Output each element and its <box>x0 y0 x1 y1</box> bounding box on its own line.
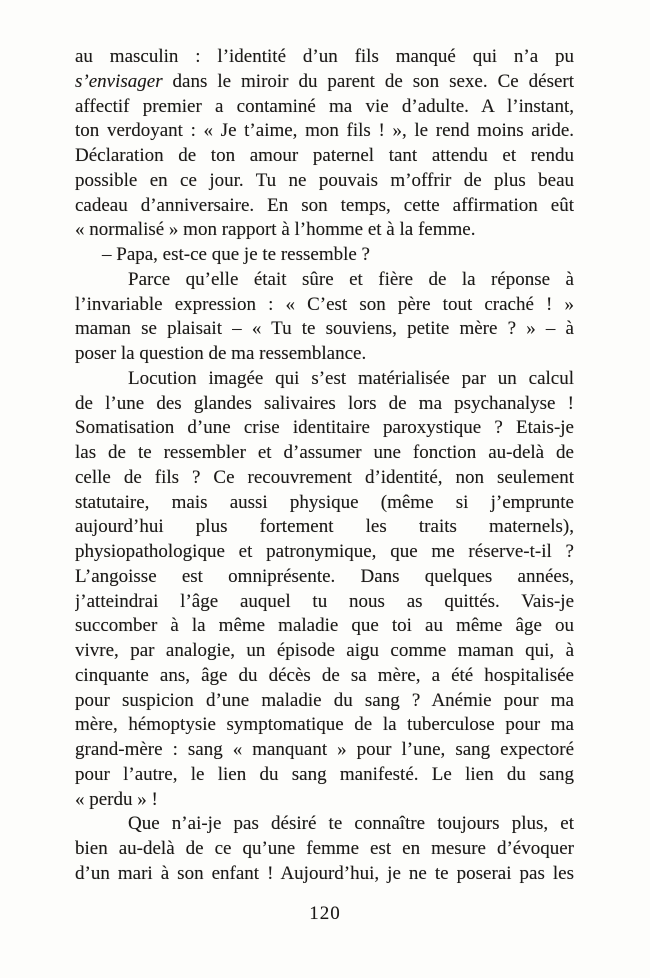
body-text: possible en ce jour. Tu ne pouvais m’offrir de plus beau <box>75 169 574 191</box>
body-text: pour suspicion d’une maladie du sang ? Anémie pour ma <box>75 689 574 711</box>
text-line <box>75 416 574 441</box>
body-text: cadeau d’anniversaire. En son temps, cette affirmation eût <box>75 194 574 216</box>
body-text: cinquante ans, âge du décès de sa mère, a été hospitalisée <box>75 664 574 686</box>
text-line <box>75 70 574 95</box>
text-block <box>75 45 574 887</box>
page-number: 120 <box>309 903 341 924</box>
italic-text: s’envisager <box>75 70 163 92</box>
body-text: l’invariable expression : « C’est son père tout craché ! » <box>75 293 574 315</box>
body-text: vivre, par analogie, un épisode aigu comme maman qui, à <box>75 640 574 661</box>
text-line <box>75 639 574 664</box>
text-line <box>75 95 574 120</box>
body-text: ton verdoyant : « Je t’aime, mon fils ! », le rend moins aride. <box>75 120 574 142</box>
text-line <box>75 713 574 738</box>
body-text: aujourd’hui plus fortement les traits maternels), <box>75 516 574 538</box>
text-line <box>75 293 574 318</box>
text-line <box>75 194 574 219</box>
body-text: Parce qu’elle était sûre et fière de la réponse à <box>128 268 574 290</box>
text-line <box>75 862 574 887</box>
body-text: dans le miroir du parent de son sexe. Ce désert <box>162 70 574 92</box>
body-text: Que n’ai-je pas désiré te connaître toujours plus, et <box>128 813 574 835</box>
body-text: d’un mari à son enfant ! Aujourd’hui, je ne te poserai pas les <box>75 862 574 884</box>
text-line <box>75 317 574 342</box>
body-text: celle de fils ? Ce recouvrement d’identité, non seulement <box>75 466 574 488</box>
text-line <box>75 664 574 689</box>
body-text: Locution imagée qui s’est matérialisée par un calcul <box>128 367 574 389</box>
text-line <box>75 441 574 466</box>
text-line <box>75 812 574 837</box>
text-line <box>75 590 574 615</box>
text-line <box>75 491 574 516</box>
text-line <box>75 367 574 392</box>
body-text: physiopathologique et patronymique, que me réserve-t-il ? <box>75 541 574 562</box>
body-text: L’angoisse est omniprésente. Dans quelques années, <box>75 565 574 587</box>
text-line <box>75 466 574 491</box>
text-line <box>75 169 574 194</box>
body-text: bien au-delà de ce qu’une femme est en mesure d’évoquer <box>75 838 574 859</box>
body-text: au masculin : l’identité d’un fils manqué qui n’a pu <box>75 46 574 67</box>
text-line <box>75 243 574 268</box>
text-line <box>75 837 574 862</box>
text-line <box>75 515 574 540</box>
body-text: poser la question de ma ressemblance. <box>75 343 367 364</box>
body-text: – Papa, est-ce que je te ressemble ? <box>102 244 370 265</box>
text-line <box>75 788 574 813</box>
text-line <box>75 342 574 367</box>
text-line <box>75 540 574 565</box>
body-text: « perdu » ! <box>75 788 158 810</box>
body-text: j’atteindrai l’âge auquel tu nous as quittés. Vais-je <box>75 590 574 612</box>
body-text: « normalisé » mon rapport à l’homme et à la femme. <box>75 219 476 241</box>
text-line <box>75 392 574 417</box>
body-text: grand-mère : sang « manquant » pour l’une, sang expectoré <box>75 739 574 760</box>
body-text: Déclaration de ton amour paternel tant attendu et rendu <box>75 145 574 166</box>
text-line <box>75 268 574 293</box>
text-line <box>75 144 574 169</box>
text-line <box>75 119 574 144</box>
body-text: las de te ressembler et d’assumer une fonction au-delà de <box>75 442 574 463</box>
text-line <box>75 763 574 788</box>
body-text: pour l’autre, le lien du sang manifesté. Le lien du sang <box>75 763 574 785</box>
body-text: maman se plaisait – « Tu te souviens, petite mère ? » – à <box>75 318 574 340</box>
body-text: succomber à la même maladie que toi au même âge ou <box>75 615 574 637</box>
text-line <box>75 689 574 714</box>
text-line <box>75 218 574 243</box>
body-text: de l’une des glandes salivaires lors de ma psychanalyse ! <box>75 392 574 414</box>
body-text: affectif premier a contaminé ma vie d’adulte. A l’instant, <box>75 95 574 117</box>
body-text: mère, hémoptysie symptomatique de la tuberculose pour ma <box>75 714 574 736</box>
body-text: statutaire, mais aussi physique (même si j’emprunte <box>75 491 574 513</box>
text-line <box>75 45 574 70</box>
text-line <box>75 565 574 590</box>
text-line <box>75 614 574 639</box>
text-line <box>75 738 574 763</box>
body-text: Somatisation d’une crise identitaire paroxystique ? Etais-je <box>75 417 574 439</box>
